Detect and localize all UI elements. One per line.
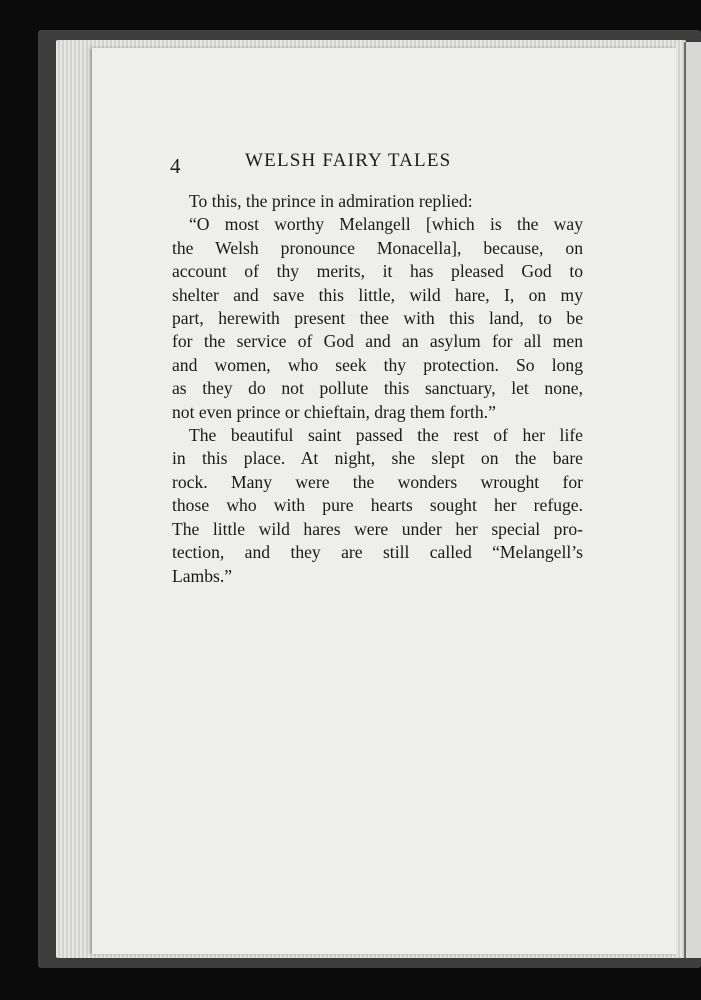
text-line: part, herewith present thee with this land, to be [172,308,583,329]
text-line: account of thy merits, it has pleased God to [172,261,583,282]
text-line: those who with pure hearts sought her refuge. [172,495,583,516]
paragraph-2 [172,213,583,424]
paragraph-1 [172,190,583,213]
text-line: in this place. At night, she slept on the bare [172,448,583,469]
text-line: The beautiful saint passed the rest of her life [189,425,583,446]
text-line: not even prince or chieftain, drag them forth.” [172,401,496,422]
text-line: and women, who seek thy protection. So long [172,354,583,375]
text-line: the Welsh pronounce Monacella], because, on [172,237,583,258]
text-line: tection, and they are still called “Melangell’s [172,542,583,563]
page-number: 4 [170,154,181,178]
text-line: Lambs.” [172,565,233,586]
paragraph-3 [172,424,583,588]
text-line: To this, the prince in admiration replied: [189,191,473,211]
text-line: The little wild hares were under her special pro- [172,518,583,539]
text-line: as they do not pollute this sanctuary, let none, [172,378,583,399]
text-line: “O most worthy Melangell [which is the way [189,214,583,235]
body-text [172,190,583,588]
text-line: for the service of God and an asylum for all men [172,331,583,352]
page-header [170,150,585,178]
facing-page-edge [684,42,701,958]
text-line: shelter and save this little, wild hare, I, on my [172,284,583,305]
text-line: rock. Many were the wonders wrought for [172,471,583,492]
running-head: WELSH FAIRY TALES [245,150,452,171]
